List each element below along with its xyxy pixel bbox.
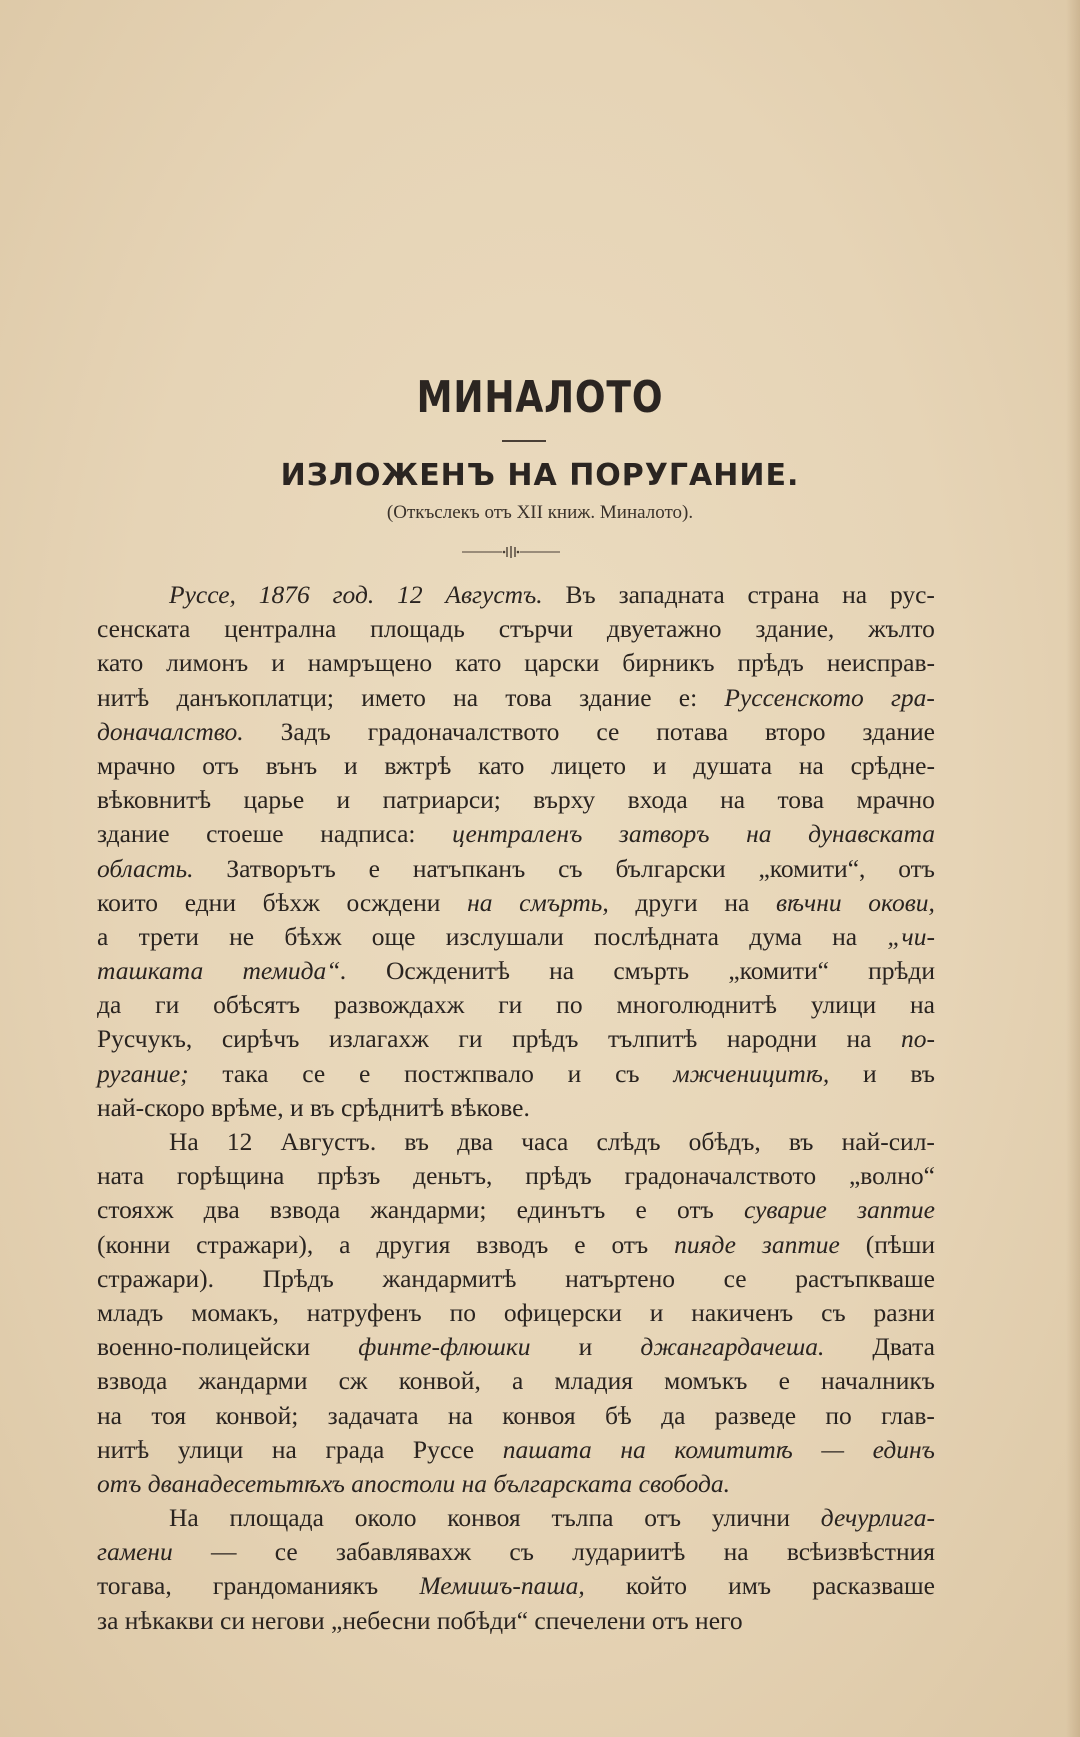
word: момакъ, — [191, 1297, 279, 1327]
text-line — [97, 1159, 935, 1193]
text-line — [97, 1228, 935, 1262]
word: жълто — [868, 614, 935, 644]
word: смърть — [613, 956, 690, 986]
word: момъкъ — [664, 1366, 748, 1396]
page-edge-shadow — [1066, 0, 1080, 1737]
italic-word: область. — [97, 853, 194, 883]
text-line — [97, 681, 935, 715]
word: да — [97, 990, 122, 1020]
text-line — [97, 886, 935, 920]
word: съ — [821, 1297, 846, 1327]
word: спечелени — [534, 1605, 646, 1635]
word: конвоя — [447, 1503, 521, 1533]
text-line — [97, 1501, 935, 1535]
italic-word: пияде — [674, 1229, 736, 1259]
text-line — [97, 1569, 935, 1603]
text-line — [97, 852, 935, 886]
word: не — [229, 921, 255, 951]
word: нитѣ — [97, 682, 150, 712]
word: прѣдъ — [737, 648, 804, 678]
word: е: — [678, 682, 698, 712]
italic-word: 12 — [397, 580, 423, 609]
italic-word: пашата — [502, 1434, 592, 1464]
italic-word: Руссенското — [724, 682, 864, 712]
word: на — [549, 956, 575, 986]
word: прѣзъ — [317, 1161, 381, 1191]
word: бѣ — [604, 1400, 632, 1430]
word: и — [578, 1332, 593, 1362]
word: и — [289, 1092, 304, 1122]
word: расказваше — [812, 1571, 935, 1601]
word: на — [846, 1024, 872, 1054]
word: това — [505, 682, 552, 712]
word: на — [798, 750, 824, 780]
word: площада — [229, 1503, 324, 1533]
word: потава — [656, 716, 729, 746]
word: на — [724, 887, 750, 917]
word: офицерски — [503, 1297, 622, 1327]
word: здание, — [755, 614, 835, 644]
word: се — [274, 1537, 298, 1567]
word: за — [97, 1605, 119, 1635]
word: ги — [155, 990, 180, 1020]
word: жандарми — [198, 1366, 308, 1396]
text-line — [97, 646, 935, 680]
word: неисправ- — [826, 648, 935, 678]
word: бѣхж — [262, 887, 320, 917]
word: имъ — [728, 1571, 772, 1601]
text-line — [97, 1091, 935, 1125]
word: ги — [498, 990, 523, 1020]
word: върху — [533, 785, 596, 815]
word: по — [449, 1297, 476, 1327]
word: лицето — [551, 750, 627, 780]
text-line — [97, 1433, 935, 1467]
word: вѣкове. — [450, 1092, 530, 1122]
word: трети — [138, 921, 199, 951]
word: Затворътъ — [226, 853, 336, 883]
word: мрачно — [856, 785, 935, 815]
word: единътъ — [516, 1195, 606, 1225]
word: на — [447, 1400, 473, 1430]
word: взвода — [269, 1195, 341, 1225]
word: а — [97, 921, 109, 951]
word: а — [511, 1366, 524, 1396]
word: да — [661, 1400, 686, 1430]
word: развождахж — [333, 990, 465, 1020]
word: Въ — [565, 580, 596, 609]
italic-word: мжченицитѣ, — [673, 1058, 830, 1088]
word: като — [478, 750, 525, 780]
word: стражари). — [97, 1263, 215, 1293]
italic-word: гра- — [890, 682, 935, 712]
word: негови — [251, 1605, 325, 1635]
word: срѣдне- — [850, 750, 935, 780]
word: патриарси; — [382, 785, 501, 815]
word: вѣковнитѣ — [97, 785, 212, 815]
text-line — [97, 1364, 935, 1398]
word: улични — [711, 1503, 790, 1533]
word: два — [457, 1127, 494, 1156]
word: многолюднитѣ — [616, 990, 777, 1020]
italic-word: джангардачеша. — [640, 1332, 825, 1362]
word: Осжденитѣ — [386, 956, 510, 986]
word: растъпкваше — [795, 1263, 935, 1293]
text-line — [97, 749, 935, 783]
word: въ — [404, 1127, 429, 1156]
word: два — [203, 1195, 240, 1225]
italic-word: гамени — [97, 1537, 173, 1567]
word: вжтрѣ — [384, 750, 452, 780]
word: обѣдъ, — [688, 1127, 761, 1156]
italic-word: 1876 — [258, 580, 310, 609]
word: прѣди — [868, 956, 935, 986]
word: въ — [310, 1092, 335, 1122]
article-title: ИЗЛОЖЕНЪ НА ПОРУГАНИЕ. — [280, 458, 800, 493]
masthead: МИНАЛОТО — [416, 372, 664, 423]
text-line — [97, 612, 935, 646]
word: на — [720, 785, 746, 815]
word: разведе — [714, 1400, 797, 1430]
word: сирѣчъ — [221, 1024, 300, 1054]
word: младъ — [97, 1297, 164, 1327]
italic-word: финте-флюшки — [358, 1332, 531, 1362]
masthead-rule — [502, 440, 546, 442]
italic-word: дванадесетьтѣхъ — [147, 1468, 345, 1498]
word: взвода — [97, 1366, 168, 1396]
word: отъ — [644, 1503, 682, 1533]
word: страна — [747, 580, 820, 609]
word: надписа: — [320, 819, 416, 849]
word: всѣизвѣстния — [786, 1537, 935, 1567]
word: накиченъ — [691, 1297, 794, 1327]
italic-word: Руссе, — [169, 580, 236, 609]
italic-word: отъ — [97, 1468, 142, 1498]
italic-word: на — [746, 819, 772, 849]
word: отъ — [677, 1195, 714, 1225]
word: и — [343, 750, 358, 780]
word: на — [453, 682, 479, 712]
word: и — [649, 1297, 664, 1327]
word: на — [723, 1537, 749, 1567]
word: Задъ — [280, 716, 331, 746]
text-line — [97, 1262, 935, 1296]
word: нитѣ — [97, 1434, 150, 1464]
text-line — [97, 1193, 935, 1227]
word: „комити“, — [758, 853, 866, 883]
word: прѣдъ — [525, 1161, 592, 1191]
italic-word: апостоли — [351, 1468, 456, 1498]
word: и — [271, 648, 285, 678]
word: натруфенъ — [306, 1297, 422, 1327]
word: срѣднитѣ — [340, 1092, 445, 1122]
word: е — [359, 1058, 371, 1088]
word: конвоя — [502, 1400, 576, 1430]
word: е — [778, 1366, 790, 1396]
ornament-divider — [462, 546, 560, 558]
word: и — [652, 750, 667, 780]
word: стоеше — [206, 819, 284, 849]
word: се — [302, 1058, 326, 1088]
word: младия — [554, 1366, 633, 1396]
word: жандармитѣ — [382, 1263, 517, 1293]
word: сенската — [97, 614, 191, 644]
word: ги — [458, 1024, 483, 1054]
word: улици — [177, 1434, 244, 1464]
text-line — [97, 1330, 935, 1364]
word: които — [97, 887, 159, 917]
word: най-скоро — [97, 1092, 205, 1122]
word: бирникъ — [622, 648, 715, 678]
italic-word: по- — [900, 1024, 935, 1054]
word: намръщено — [307, 648, 433, 678]
word: съ — [558, 853, 583, 883]
word: двуетажно — [606, 614, 722, 644]
word: бѣхж — [284, 921, 342, 951]
word: рус- — [889, 580, 935, 609]
word: още — [371, 921, 416, 951]
word: тогава, — [97, 1571, 172, 1601]
word: други — [635, 887, 698, 917]
article-subtitle: (Откъслекъ отъ XII книж. Миналото). — [386, 502, 694, 523]
word: като — [97, 648, 144, 678]
word: Августъ. — [280, 1127, 377, 1156]
italic-word: на — [461, 1468, 488, 1498]
word: Двата — [872, 1332, 935, 1362]
word: стърчи — [498, 614, 573, 644]
word: натъртено — [565, 1263, 676, 1293]
word: жандарми; — [370, 1195, 487, 1225]
word: здание — [862, 716, 935, 746]
word: е — [368, 853, 380, 883]
word: царски — [524, 648, 600, 678]
word: лимонъ — [166, 648, 249, 678]
word: грандоманиякъ — [212, 1571, 379, 1601]
word: народни — [726, 1024, 817, 1054]
word: тълпа — [551, 1503, 614, 1533]
word: ната — [97, 1161, 145, 1191]
word: тоя — [151, 1400, 187, 1430]
word: български — [615, 853, 726, 883]
italic-word: доначалство. — [97, 716, 244, 746]
word: лудариитѣ — [572, 1537, 686, 1567]
text-line — [97, 1125, 935, 1159]
word: второ — [765, 716, 826, 746]
word: другия — [376, 1229, 451, 1259]
word: се — [723, 1263, 747, 1293]
word: осждени — [346, 887, 441, 917]
word: на — [97, 1400, 122, 1430]
word: „комити“ — [728, 956, 829, 986]
word: и — [567, 1058, 582, 1088]
word: постжпвало — [404, 1058, 534, 1088]
word: е — [574, 1229, 586, 1259]
word: това — [777, 785, 825, 815]
word: стражари), — [196, 1229, 314, 1259]
word: здание — [579, 682, 652, 712]
word: който — [625, 1571, 687, 1601]
word: „небесни — [331, 1605, 431, 1635]
word: стояхж — [97, 1195, 174, 1225]
word: разни — [873, 1297, 935, 1327]
word: площадь — [370, 614, 465, 644]
text-line — [97, 783, 935, 817]
italic-word: „чи- — [887, 921, 935, 951]
word: На — [169, 1127, 199, 1156]
word: данъкоплатци; — [176, 682, 335, 712]
word: си — [220, 1605, 246, 1635]
text-line — [97, 920, 935, 954]
word: душата — [693, 750, 773, 780]
word: врѣме, — [211, 1092, 284, 1122]
word: здание — [97, 819, 170, 849]
italic-word: на — [620, 1434, 646, 1464]
word: него — [695, 1605, 743, 1635]
italic-word: заптие — [761, 1229, 840, 1259]
word: — — [210, 1537, 237, 1567]
word: Прѣдъ — [262, 1263, 334, 1293]
word: „волно“ — [848, 1161, 935, 1191]
text-line — [97, 715, 935, 749]
word: началникъ — [821, 1366, 935, 1396]
word: по — [556, 990, 583, 1020]
word: На — [169, 1503, 199, 1533]
italic-word: дунавската — [808, 819, 935, 849]
italic-word: год. — [332, 580, 375, 609]
word: по — [825, 1400, 852, 1430]
word: царье — [243, 785, 305, 815]
article-body — [97, 578, 935, 1638]
italic-word: централенъ — [452, 819, 583, 849]
italic-word: смърть, — [519, 887, 609, 917]
word: тълпитѣ — [608, 1024, 698, 1054]
word: едни — [184, 887, 236, 917]
text-line — [97, 988, 935, 1022]
word: така — [222, 1058, 269, 1088]
word: побѣди“ — [436, 1605, 529, 1635]
word: часа — [521, 1127, 569, 1156]
italic-word: Августъ. — [445, 580, 543, 609]
word: (конни — [97, 1229, 171, 1259]
word: централна — [224, 614, 337, 644]
word: е — [635, 1195, 647, 1225]
word: градоначалството — [624, 1161, 817, 1191]
word: съ — [509, 1537, 534, 1567]
word: излагахж — [328, 1024, 429, 1054]
word: въ — [910, 1058, 935, 1088]
word: нѣкакви — [124, 1605, 214, 1635]
word: вънъ — [265, 750, 318, 780]
word: на — [271, 1434, 297, 1464]
word: отъ — [651, 1605, 689, 1635]
word: послѣдната — [594, 921, 719, 951]
word: отъ — [202, 750, 239, 780]
word: отъ — [611, 1229, 649, 1259]
text-line — [97, 1022, 935, 1056]
word: най-сил- — [841, 1127, 935, 1156]
italic-word: вѣчни — [775, 887, 842, 917]
italic-word: окови, — [868, 887, 935, 917]
word: конвой; — [215, 1400, 299, 1430]
word: горѣщина — [176, 1161, 285, 1191]
italic-word: комититѣ — [674, 1434, 793, 1464]
word: отъ — [898, 853, 935, 883]
text-line — [97, 1296, 935, 1330]
italic-word: затворъ — [618, 819, 710, 849]
text-line — [97, 1604, 935, 1638]
text-line — [97, 1535, 935, 1569]
word: конвой, — [398, 1366, 481, 1396]
italic-word: Мемишъ-паша, — [419, 1571, 585, 1601]
word: взводъ — [476, 1229, 549, 1259]
word: изслушали — [445, 921, 564, 951]
word: като — [455, 648, 502, 678]
text-line — [97, 1057, 935, 1091]
word: деньтъ, — [413, 1161, 493, 1191]
word: и — [336, 785, 351, 815]
word: военно-полицейски — [97, 1332, 311, 1362]
text-line — [97, 578, 935, 612]
word: мрачно — [97, 750, 176, 780]
word: улици — [810, 990, 877, 1020]
word: съ — [615, 1058, 640, 1088]
word: западната — [618, 580, 725, 609]
word: входа — [627, 785, 688, 815]
word: а — [339, 1229, 351, 1259]
word: прѣдъ — [512, 1024, 579, 1054]
word: градоначалството — [367, 716, 560, 746]
word: глав- — [881, 1400, 935, 1430]
word: сж — [338, 1366, 368, 1396]
word: слѣдъ — [596, 1127, 661, 1156]
text-line — [97, 1467, 935, 1501]
word: Руссе — [412, 1434, 475, 1464]
word: задачата — [327, 1400, 419, 1430]
word: дума — [749, 921, 802, 951]
text-line — [97, 1399, 935, 1433]
word: името — [361, 682, 426, 712]
word: и — [862, 1058, 877, 1088]
word: забавлявахж — [335, 1537, 472, 1567]
italic-word: българската — [493, 1468, 633, 1498]
italic-word: свобода. — [638, 1468, 731, 1498]
word: се — [596, 716, 620, 746]
italic-word: ташката — [97, 956, 204, 986]
word: града — [325, 1434, 385, 1464]
italic-word: суварие — [743, 1195, 827, 1225]
word: 12 — [226, 1127, 253, 1156]
word: (пѣши — [865, 1229, 935, 1259]
italic-word: — — [821, 1434, 845, 1464]
word: Русчукъ, — [97, 1024, 193, 1054]
italic-word: на — [467, 887, 493, 917]
word: натъпканъ — [412, 853, 526, 883]
italic-word: темида“. — [242, 956, 347, 986]
italic-word: единъ — [872, 1434, 935, 1464]
word: около — [354, 1503, 417, 1533]
word: на — [909, 990, 935, 1020]
word: на — [842, 580, 868, 609]
italic-word: ругание; — [97, 1058, 189, 1088]
italic-word: заптие — [857, 1195, 935, 1225]
word: обѣсятъ — [213, 990, 301, 1020]
italic-word: дечурлига- — [820, 1503, 935, 1533]
word: въ — [788, 1127, 814, 1156]
text-line — [97, 954, 935, 988]
text-line — [97, 817, 935, 851]
word: на — [832, 921, 858, 951]
